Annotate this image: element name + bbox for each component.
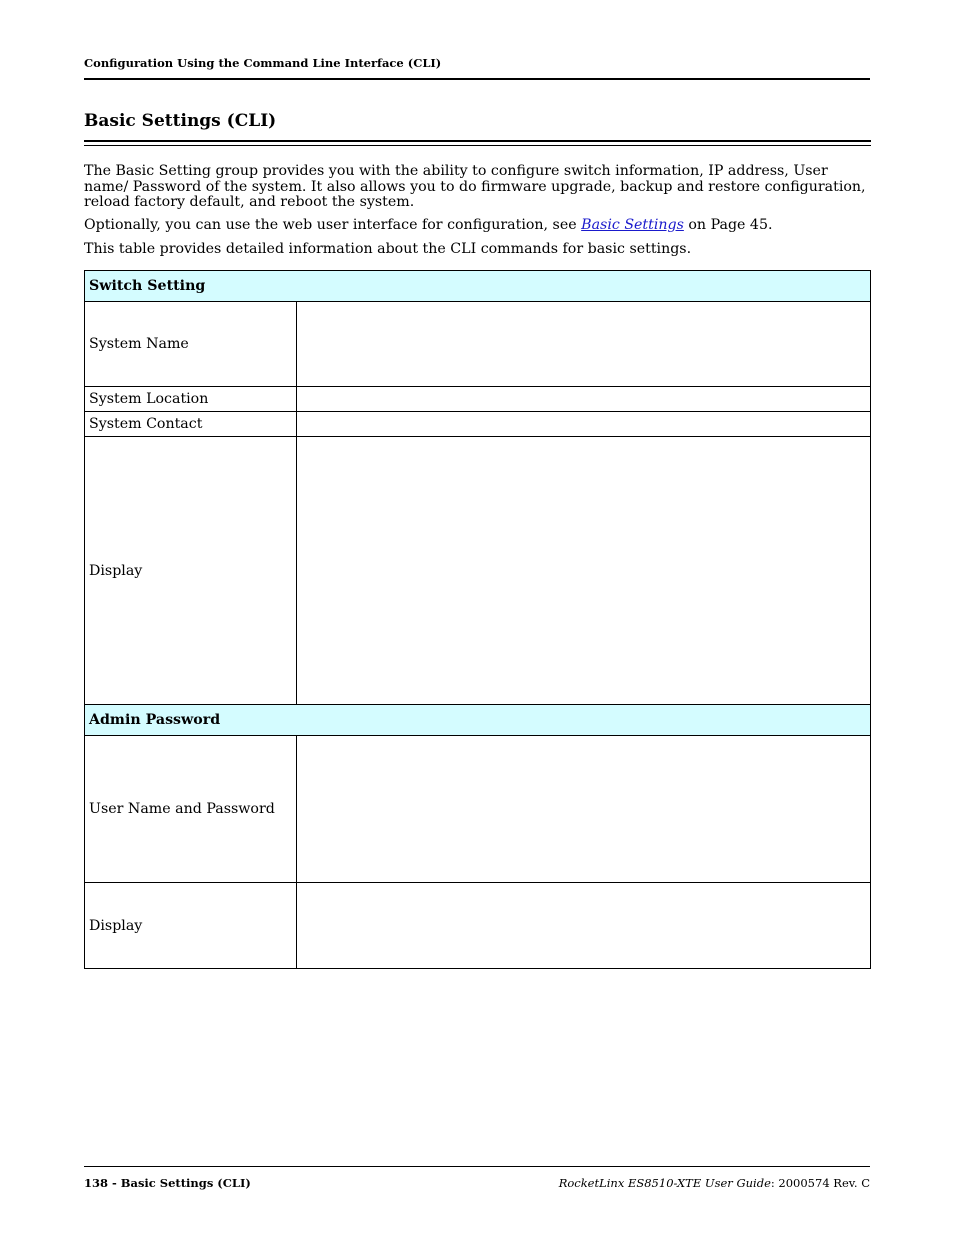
title-rule-thin: [84, 145, 871, 146]
web-ui-text-after: on Page 45.: [683, 217, 773, 233]
group-header-admin-password: Admin Password: [85, 705, 871, 736]
table-row: [85, 736, 871, 883]
table-row: [85, 302, 871, 387]
row-command-cell: [297, 437, 871, 705]
intro-paragraph: The Basic Setting group provides you with the ability to configure switch information, IP address, User name/ Password of the system. It also allows you to do firmware upgrade, backup and restore configuration, reload factory default, and reboot the system.: [84, 163, 866, 210]
row-command-cell: [297, 883, 871, 969]
footer-page-label: 138 - Basic Settings (CLI): [84, 1176, 251, 1190]
footer-revision: : 2000574 Rev. C: [770, 1176, 870, 1190]
group-header-row: [85, 705, 871, 736]
basic-settings-link[interactable]: Basic Settings: [581, 217, 684, 233]
row-label: Display: [85, 883, 297, 969]
row-label: System Name: [85, 302, 297, 387]
table-row: [85, 437, 871, 705]
row-command-cell: [297, 387, 871, 412]
footer-document-title: [559, 1176, 870, 1190]
row-command-cell: [297, 736, 871, 883]
footer-rule: [84, 1166, 870, 1167]
group-header-switch-setting: Switch Setting: [85, 271, 871, 302]
row-label: System Contact: [85, 412, 297, 437]
running-header: Configuration Using the Command Line Interface (CLI): [84, 56, 442, 70]
table-row: [85, 387, 871, 412]
table-intro-paragraph: This table provides detailed information about the CLI commands for basic settings.: [84, 241, 692, 257]
table-row: [85, 883, 871, 969]
row-label: Display: [85, 437, 297, 705]
web-ui-paragraph: [84, 218, 874, 234]
row-command-cell: [297, 302, 871, 387]
cli-basic-settings-table: [84, 270, 871, 969]
title-rule-thick: [84, 140, 871, 142]
row-label: User Name and Password: [85, 736, 297, 883]
row-label: System Location: [85, 387, 297, 412]
header-rule: [84, 78, 870, 80]
table-row: [85, 412, 871, 437]
footer-guide-name: RocketLinx ES8510-XTE User Guide: [558, 1176, 771, 1190]
section-title: Basic Settings (CLI): [84, 111, 277, 131]
group-header-row: [85, 271, 871, 302]
row-command-cell: [297, 412, 871, 437]
web-ui-text-before: Optionally, you can use the web user interface for configuration, see: [84, 217, 582, 233]
